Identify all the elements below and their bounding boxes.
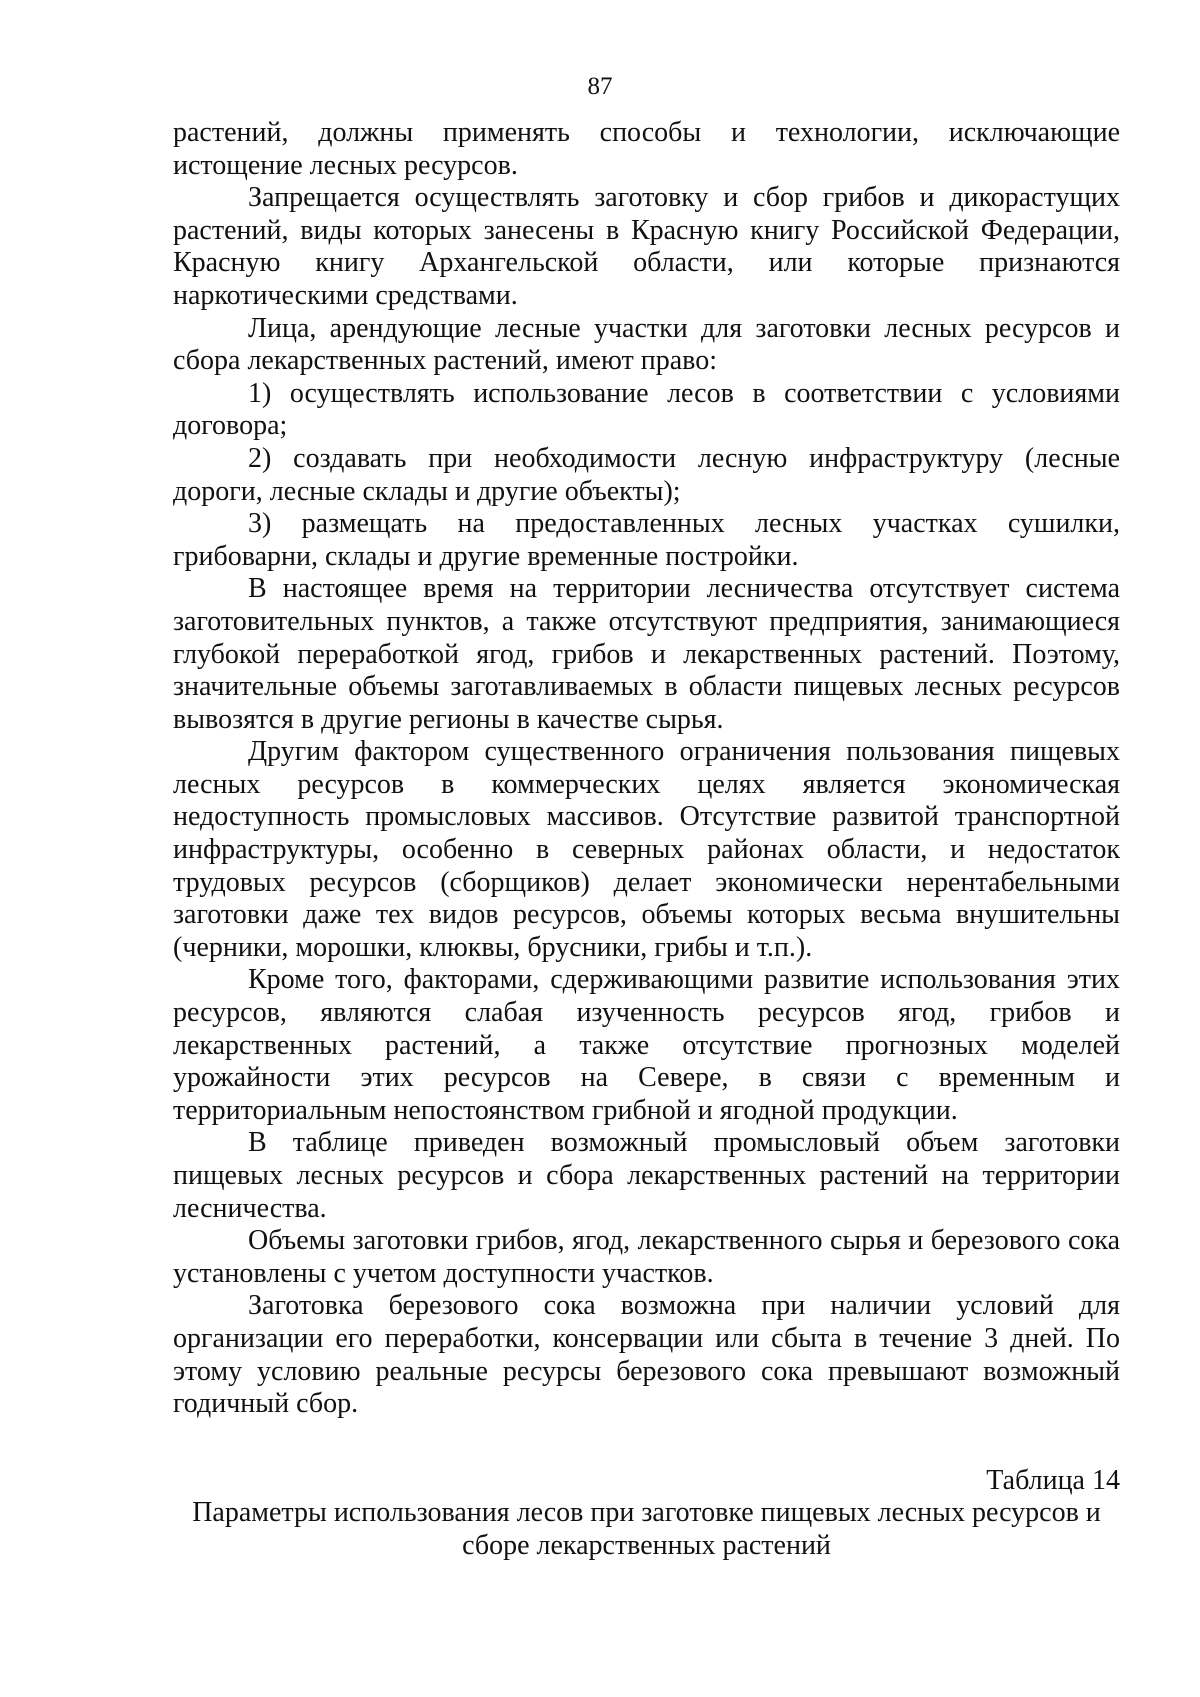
list-item-right-1: 1) осуществлять использование лесов в соответствии с условиями договора; [173,377,1120,442]
table-title: Параметры использования лесов при заготовке пищевых лесных ресурсов и сборе лекарственных растений [192,1497,1101,1561]
list-item-right-2: 2) создавать при необходимости лесную инфраструктуру (лесные дороги, лесные склады и другие объекты); [173,442,1120,507]
document-body [173,117,1120,1563]
paragraph-birch-sap: Заготовка березового сока возможна при наличии условий для организации его переработки, консервации или сбыта в течение 3 дней. По этому условию реальные ресурсы березового сока превышают возможный годичный сбор. [173,1290,1120,1420]
paragraph-harvest-volumes: Объемы заготовки грибов, ягод, лекарственного сырья и березового сока установлены с учетом доступности участков. [173,1225,1120,1289]
paragraph-continuation: растений, должны применять способы и технологии, исключающие истощение лесных ресурсов. [173,117,1120,181]
table-caption [173,1465,1120,1563]
paragraph-table-reference: В таблице приведен возможный промысловый объем заготовки пищевых лесных ресурсов и сбора лекарственных растений на территории лесничества. [173,1127,1120,1224]
page-number: 87 [587,73,613,100]
list-item-right-3: 3) размещать на предоставленных лесных участках сушилки, грибоварни, склады и другие временные постройки. [173,508,1120,572]
paragraph-lessee-rights-intro: Лица, арендующие лесные участки для заготовки лесных ресурсов и сбора лекарственных растений, имеют право: [173,312,1120,377]
table-label: Таблица 14 [986,1464,1120,1496]
paragraph-no-procurement-system: В настоящее время на территории лесничества отсутствует система заготовительных пунктов, а также отсутствуют предприятия, занимающиеся глубокой переработкой ягод, грибов и лекарственных растений. Поэтому, значительные объемы заготавливаемых в области пищевых лесных ресурсов вывозятся в другие регионы в качестве сырья. [173,573,1120,735]
paragraph-red-book-prohibition: Запрещается осуществлять заготовку и сбор грибов и дикорастущих растений, виды которых занесены в Красную книгу Российской Федерации, Красную книгу Архангельской области, или которые признаются наркотическими средствами. [173,182,1120,311]
paragraph-limiting-factors: Кроме того, факторами, сдерживающими развитие использования этих ресурсов, являются слабая изученность ресурсов ягод, грибов и лекарственных растений, а также отсутствие прогнозных моделей урожайности этих ресурсов на Севере, в связи с временным и территориальным непостоянством грибной и ягодной продукции. [173,964,1120,1126]
paragraph-economic-inaccessibility: Другим фактором существенного ограничения пользования пищевых лесных ресурсов в коммерческих целях является экономическая недоступность промысловых массивов. Отсутствие развитой транспортной инфраструктуры, особенно в северных районах области, и недостаток трудовых ресурсов (сборщиков) делает экономически нерентабельными заготовки даже тех видов ресурсов, объемы которых весьма внушительны (черники, морошки, клюквы, брусники, грибы и т.п.). [173,736,1120,963]
